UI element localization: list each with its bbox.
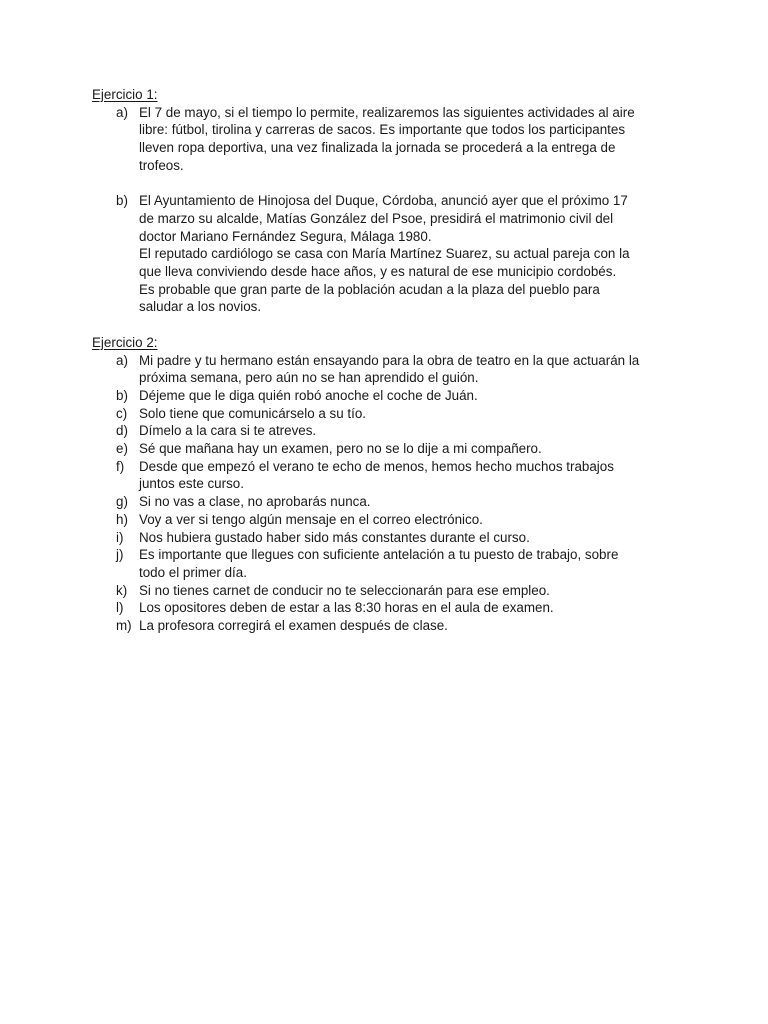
list-item (92, 511, 708, 529)
item-marker: h) (116, 511, 128, 527)
item-marker: i) (116, 529, 124, 545)
item-text: Si no tienes carnet de conducir no te seleccionarán para ese empleo. (139, 582, 550, 598)
list-item (92, 546, 708, 581)
item-text: Nos hubiera gustado haber sido más constantes durante el curso. (139, 529, 530, 545)
item-marker: d) (116, 423, 128, 439)
item-marker: f) (116, 458, 125, 474)
item-marker: l) (116, 600, 124, 616)
item-marker: g) (116, 494, 128, 510)
item-text: Mi padre y tu hermano están ensayando para la obra de teatro en la que actuarán la próxima semana, pero aún no se han aprendido el guión. (139, 352, 640, 386)
item-text: Voy a ver si tengo algún mensaje en el correo electrónico. (139, 511, 483, 527)
item-marker: k) (116, 582, 128, 598)
list-item (92, 405, 708, 423)
exercise-1-list (92, 104, 708, 316)
item-marker: c) (116, 405, 128, 421)
list-item (92, 387, 708, 405)
item-text: El Ayuntamiento de Hinojosa del Duque, Córdoba, anunció ayer que el próximo 17 de marzo su alcalde, Matías González del Psoe, presidirá el matrimonio civil del doctor Mariano Fernández Segura, Málaga 1980. El reputado cardiólogo se casa con María Martínez Suarez, su actual pareja con la que lleva conviviendo desde hace años, y es natural de ese municipio cordobés. Es probable que gran parte de la población acudan a la plaza del pueblo para saludar a los novios. (139, 193, 630, 315)
list-item (92, 582, 708, 600)
list-item (92, 440, 708, 458)
list-item (92, 422, 708, 440)
item-marker: a) (116, 352, 128, 368)
item-text: Sé que mañana hay un examen, pero no se lo dije a mi compañero. (139, 441, 542, 457)
section-heading-ejercicio-1: Ejercicio 1: (92, 87, 158, 102)
list-item (92, 493, 708, 511)
item-text: Solo tiene que comunicárselo a su tío. (139, 405, 367, 421)
item-text: La profesora corregirá el examen después de clase. (139, 618, 448, 634)
list-item (92, 458, 708, 493)
list-item (92, 617, 708, 635)
list-item (92, 104, 708, 175)
item-text: Déjeme que le diga quién robó anoche el coche de Juán. (139, 387, 478, 403)
item-marker: e) (116, 441, 128, 457)
item-text: El 7 de mayo, si el tiempo lo permite, realizaremos las siguientes actividades al aire libre: fútbol, tirolina y carreras de sacos. Es importante que todos los participantes lleven ropa deportiva, una vez finalizada la jornada se procederá a la entrega de trofeos. (139, 104, 635, 173)
list-item (92, 192, 708, 316)
exercise-2-list (92, 352, 708, 635)
item-text: Desde que empezó el verano te echo de menos, hemos hecho muchos trabajos juntos este curso. (139, 458, 614, 492)
item-marker: b) (116, 387, 128, 403)
item-text: Es importante que llegues con suficiente antelación a tu puesto de trabajo, sobre todo el primer día. (139, 547, 619, 580)
section-heading-ejercicio-2: Ejercicio 2: (92, 334, 158, 350)
list-item (92, 529, 708, 547)
item-marker: j) (116, 547, 124, 563)
item-marker: b) (116, 193, 128, 209)
section-gap (92, 316, 708, 334)
list-item (92, 352, 708, 387)
item-marker: m) (116, 618, 132, 634)
list-item (92, 599, 708, 617)
item-text: Si no vas a clase, no aprobarás nunca. (139, 494, 371, 510)
paragraph-gap (92, 175, 708, 193)
item-text: Dímelo a la cara si te atreves. (139, 423, 317, 439)
item-marker: a) (116, 104, 128, 120)
item-text: Los opositores deben de estar a las 8:30 horas en el aula de examen. (139, 600, 554, 616)
